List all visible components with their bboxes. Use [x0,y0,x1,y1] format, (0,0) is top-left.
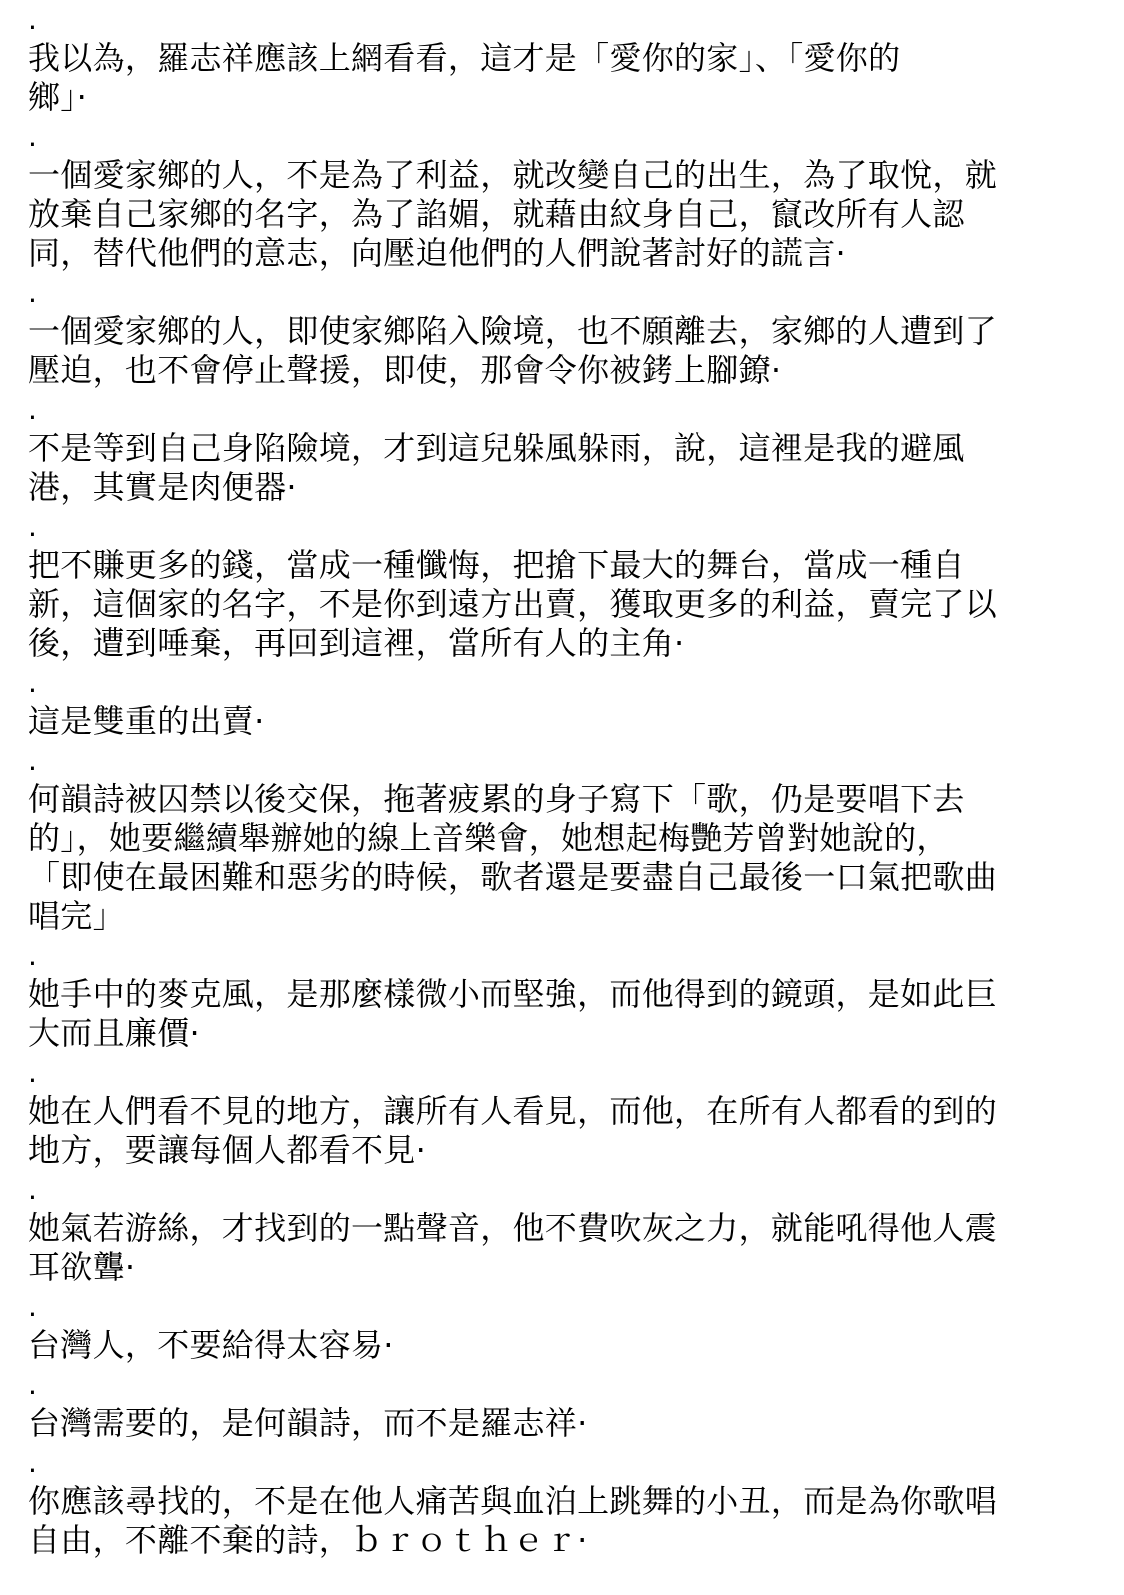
text-line: 台灣需要的，是何韻詩，而不是羅志祥· [28,1404,588,1442]
paragraph-separator-dot: . [28,666,37,699]
text-line: 唱完」 [28,897,125,935]
paragraph-separator-dot: . [28,744,37,777]
paragraph-separator-dot: . [28,939,37,972]
text-line: 不是等到自己身陷險境，才到這兒躲風躲雨，說，這裡是我的避風 [28,429,965,467]
text-line: 一個愛家鄉的人，不是為了利益，就改變自己的出生，為了取悅，就 [28,156,998,194]
paragraph-separator-dot: . [28,1368,37,1401]
text-line: 耳欲聾· [28,1248,136,1286]
text-line: 自由，不離不棄的詩，ｂｒｏｔｈｅｒ· [28,1521,588,1559]
paragraph-separator-dot: . [28,1290,37,1323]
text-line: 她手中的麥克風，是那麼樣微小而堅強，而他得到的鏡頭，是如此巨 [28,975,998,1013]
paragraph-separator-dot: . [28,3,37,36]
text-line: 何韻詩被囚禁以後交保，拖著疲累的身子寫下「歌，仍是要唱下去 [28,780,965,818]
paragraph-separator-dot: . [28,1056,37,1089]
text-line: 大而且廉價· [28,1014,200,1052]
text-line: 一個愛家鄉的人，即使家鄉陷入險境，也不願離去，家鄉的人遭到了 [28,312,998,350]
document-body [28,0,1088,1560]
text-line: 這是雙重的出賣· [28,702,265,740]
text-line: 你應該尋找的，不是在他人痛苦與血泊上跳舞的小丑，而是為你歌唱 [28,1482,998,1520]
text-line: 把不賺更多的錢，當成一種懺悔，把搶下最大的舞台，當成一種自 [28,546,965,584]
paragraph-separator-dot: . [28,1446,37,1479]
text-line: 的」，她要繼續舉辦她的線上音樂會，她想起梅艷芳曾對她說的， [28,819,949,857]
text-line: 新，這個家的名字，不是你到遠方出賣，獲取更多的利益，賣完了以 [28,585,998,623]
paragraph-separator-dot: . [28,1173,37,1206]
text-line: 台灣人，不要給得太容易· [28,1326,394,1364]
paragraph-separator-dot: . [28,276,37,309]
paragraph-separator-dot: . [28,393,37,426]
text-line: 鄉」· [28,78,88,116]
paragraph-separator-dot: . [28,120,37,153]
text-line: 她在人們看不見的地方，讓所有人看見，而他，在所有人都看的到的 [28,1092,998,1130]
text-line: 放棄自己家鄉的名字，為了諂媚，就藉由紋身自己，竄改所有人認 [28,195,965,233]
text-line: 「即使在最困難和惡劣的時候，歌者還是要盡自己最後一口氣把歌曲 [28,858,998,896]
text-line: 同，替代他們的意志，向壓迫他們的人們說著討好的謊言· [28,234,846,272]
text-line: 地方，要讓每個人都看不見· [28,1131,427,1169]
text-line: 壓迫，也不會停止聲援，即使，那會令你被銬上腳鐐· [28,351,782,389]
text-line: 後，遭到唾棄，再回到這裡，當所有人的主角· [28,624,685,662]
paragraph-separator-dot: . [28,510,37,543]
text-line: 她氣若游絲，才找到的一點聲音，他不費吹灰之力，就能吼得他人震 [28,1209,998,1247]
text-line: 港，其實是肉便器· [28,468,297,506]
text-line: 我以為，羅志祥應該上網看看，這才是「愛你的家」、「愛你的 [28,39,901,77]
